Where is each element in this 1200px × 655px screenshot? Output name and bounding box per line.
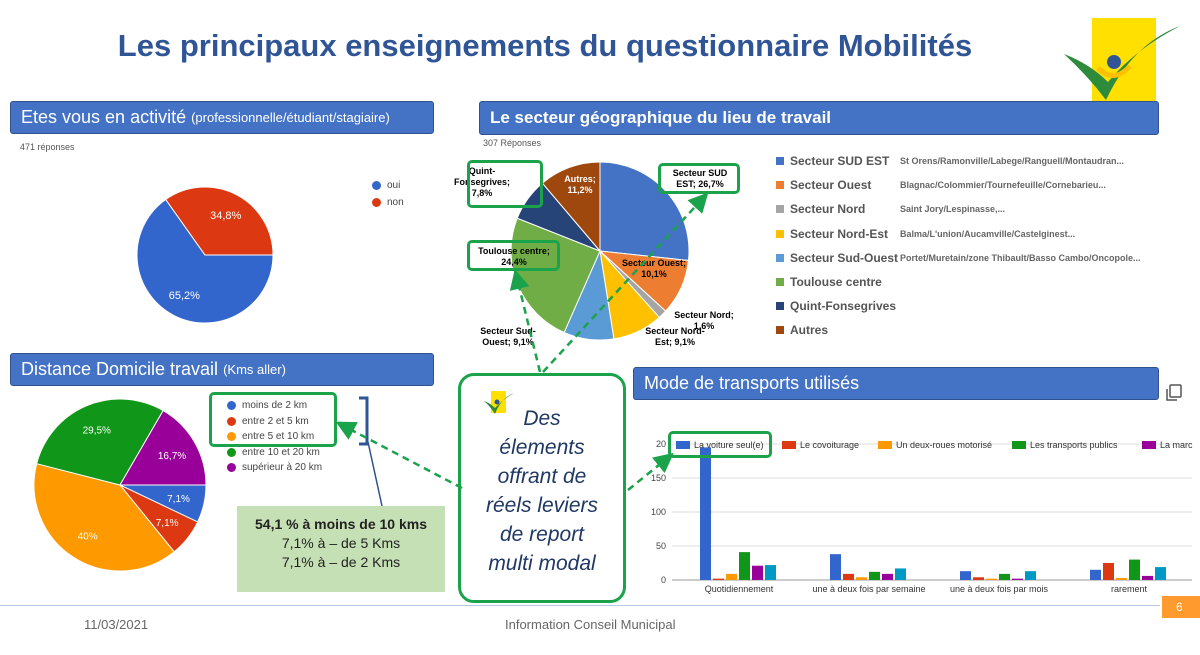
bar bbox=[752, 566, 763, 580]
bar bbox=[960, 571, 971, 580]
legend-item bbox=[776, 299, 900, 313]
bar bbox=[843, 574, 854, 580]
sector-slice-label: Secteur Nord- Est; 9,1% bbox=[645, 326, 705, 347]
sector-header: Le secteur géographique du lieu de travail bbox=[479, 101, 1159, 135]
legend-swatch bbox=[372, 198, 381, 207]
bar bbox=[726, 574, 737, 580]
sector-slice-label: Secteur Ouest; 10,1% bbox=[621, 258, 687, 279]
distance-header-small: (Kms aller) bbox=[223, 362, 286, 377]
pie-value-label: 34,8% bbox=[210, 210, 242, 223]
legend-label: Secteur Nord-Est bbox=[790, 226, 889, 241]
legend-item bbox=[776, 178, 1106, 192]
legend-item bbox=[776, 154, 1124, 168]
copy-icon[interactable] bbox=[1165, 384, 1183, 402]
legend-label: Secteur Nord bbox=[790, 202, 866, 217]
sector-slice-label: Secteur Sud- Ouest; 9,1% bbox=[480, 326, 536, 347]
sector-slice-label: Autres; 11,2% bbox=[564, 174, 596, 195]
transport-header: Mode de transports utilisés bbox=[633, 367, 1159, 400]
pie-value-label: 29,5% bbox=[82, 425, 111, 437]
legend-swatch bbox=[776, 181, 784, 189]
x-category-label: Quotidiennement bbox=[704, 584, 774, 594]
sector-slice-label: Secteur Nord; 1,6% bbox=[674, 310, 734, 331]
central-text: Des élements offrant de réels leviers de report multi modal bbox=[485, 407, 599, 575]
legend-item bbox=[227, 447, 320, 458]
legend-swatch bbox=[776, 205, 784, 213]
sector-slice-label: Quint- Fonsegrives; 7,8% bbox=[453, 166, 511, 198]
logo-check-icon bbox=[1062, 14, 1182, 104]
bar-legend-label: La marc bbox=[1160, 440, 1193, 450]
page-title: Les principaux enseignements du questionnaire Mobilités bbox=[117, 28, 973, 63]
legend-swatch bbox=[227, 448, 236, 457]
distance-header bbox=[10, 353, 434, 386]
page-number: 6 bbox=[1176, 600, 1183, 614]
activity-header bbox=[10, 101, 434, 134]
bar-legend-swatch bbox=[1142, 441, 1156, 449]
bar bbox=[856, 577, 867, 580]
bar bbox=[895, 568, 906, 580]
legend-item bbox=[776, 251, 1141, 265]
bar-legend-swatch bbox=[878, 441, 892, 449]
bar-legend-label: Les transports publics bbox=[1030, 440, 1118, 450]
pie-value-label: 16,7% bbox=[157, 451, 187, 463]
legend-label: Autres bbox=[790, 323, 829, 338]
bracket-pointer-line bbox=[360, 440, 390, 510]
legend-item bbox=[372, 197, 404, 208]
legend-label: non bbox=[387, 197, 404, 208]
footer-divider bbox=[0, 605, 1160, 606]
highlight-quint-box bbox=[467, 160, 543, 208]
bar bbox=[1142, 576, 1153, 580]
x-category-label: rarement bbox=[1110, 584, 1148, 594]
legend-swatch bbox=[776, 302, 784, 310]
legend-item bbox=[227, 462, 322, 473]
legend-label: Toulouse centre bbox=[790, 275, 882, 289]
legend-item bbox=[776, 323, 900, 337]
legend-swatch bbox=[227, 463, 236, 472]
bar bbox=[973, 577, 984, 580]
legend-swatch bbox=[776, 278, 784, 286]
legend-item bbox=[776, 275, 900, 289]
legend-detail: Balma/L'union/Aucamville/Castelginest... bbox=[900, 228, 1076, 239]
activity-header-text: Etes vous en activité bbox=[21, 107, 187, 127]
bar bbox=[765, 565, 776, 580]
distance-header-text: Distance Domicile travail bbox=[21, 359, 219, 379]
distance-info-line-1: 54,1 % à moins de 10 kms bbox=[255, 516, 427, 532]
legend-label: supérieur à 20 km bbox=[242, 462, 323, 473]
bar bbox=[739, 552, 750, 580]
distance-info-line-3: 7,1% à – de 2 Kms bbox=[281, 554, 401, 570]
activity-header-small: (professionnelle/étudiant/stagiaire) bbox=[191, 110, 390, 125]
central-callout bbox=[458, 373, 626, 603]
bar bbox=[986, 579, 997, 580]
highlight-toulouse-box bbox=[467, 240, 560, 271]
pie-value-label: 65,2% bbox=[168, 289, 200, 302]
bar bbox=[882, 574, 893, 580]
highlight-voiture-box bbox=[668, 431, 772, 458]
y-tick-label: 50 bbox=[655, 541, 666, 551]
footer-center: Information Conseil Municipal bbox=[505, 617, 676, 632]
sector-responses: 307 Réponses bbox=[483, 138, 542, 148]
pie-value-label: 7,1% bbox=[167, 494, 190, 506]
legend-label: moins de 2 km bbox=[242, 400, 308, 411]
legend-swatch bbox=[776, 230, 784, 238]
y-tick-label: 0 bbox=[660, 575, 666, 585]
y-tick-label: 20 bbox=[655, 439, 666, 449]
activity-pie-chart bbox=[120, 160, 290, 350]
legend-detail: Blagnac/Colommier/Tournefeuille/Cornebarieu... bbox=[900, 180, 1106, 191]
legend-label: Secteur SUD EST bbox=[790, 154, 890, 168]
legend-label: Quint-Fonsegrives bbox=[790, 299, 897, 314]
bar bbox=[1155, 567, 1166, 580]
x-category-label: une à deux fois par mois bbox=[949, 584, 1049, 594]
bar bbox=[999, 574, 1010, 580]
distance-info-box bbox=[237, 506, 445, 592]
bar bbox=[1116, 578, 1127, 580]
legend-label: Secteur Sud-Ouest bbox=[790, 250, 899, 265]
bar bbox=[869, 572, 880, 580]
bar bbox=[1025, 571, 1036, 580]
bar bbox=[830, 554, 841, 580]
legend-swatch bbox=[776, 326, 784, 334]
sector-slice-label: Toulouse centre; 24,4% bbox=[478, 246, 550, 267]
pie-value-label: 7,1% bbox=[155, 518, 179, 530]
distance-info-line-2: 7,1% à – de 5 Kms bbox=[281, 535, 401, 551]
bar bbox=[1012, 579, 1023, 580]
legend-label: entre 2 et 5 km bbox=[242, 415, 309, 427]
y-tick-label: 100 bbox=[650, 507, 666, 517]
bar-legend-label: Un deux-roues motorisé bbox=[896, 440, 993, 450]
legend-item bbox=[776, 227, 1075, 241]
legend-label: entre 5 et 10 km bbox=[242, 431, 315, 442]
legend-label: oui bbox=[387, 180, 401, 191]
legend-swatch bbox=[776, 254, 784, 262]
legend-swatch bbox=[372, 181, 381, 190]
legend-label: entre 10 et 20 km bbox=[242, 446, 320, 458]
legend-detail: Saint Jory/Lespinasse,... bbox=[900, 204, 1006, 215]
distance-pie-chart bbox=[30, 390, 220, 580]
bar bbox=[700, 447, 711, 580]
legend-swatch bbox=[776, 157, 784, 165]
bar bbox=[713, 579, 724, 580]
x-category-label: une à deux fois par semaine bbox=[812, 584, 926, 594]
bar-legend-swatch bbox=[1012, 441, 1026, 449]
legend-item bbox=[372, 180, 400, 191]
y-tick-label: 150 bbox=[650, 473, 666, 483]
footer-date: 11/03/2021 bbox=[84, 617, 149, 632]
legend-label: Secteur Ouest bbox=[790, 178, 872, 193]
legend-detail: St Orens/Ramonville/Labege/Ranguell/Montaudran... bbox=[900, 156, 1125, 166]
bar bbox=[1129, 560, 1140, 580]
bar-legend-swatch bbox=[782, 441, 796, 449]
bar bbox=[1103, 563, 1114, 580]
pie-value-label: 40% bbox=[77, 531, 98, 543]
highlight-distance-box bbox=[209, 392, 337, 447]
bar-legend-label: La voiture seul(e) bbox=[694, 440, 764, 450]
sector-slice-label: Secteur SUD EST; 26,7% bbox=[672, 168, 728, 189]
bar-legend-label: Le covoiturage bbox=[800, 440, 860, 450]
legend-detail: Portet/Muretain/zone Thibault/Basso Cambo/Oncopole... bbox=[900, 252, 1141, 263]
activity-responses: 471 réponses bbox=[20, 142, 75, 152]
legend-item bbox=[776, 202, 1005, 216]
bar bbox=[1090, 570, 1101, 580]
highlight-sudest-box bbox=[658, 163, 740, 194]
